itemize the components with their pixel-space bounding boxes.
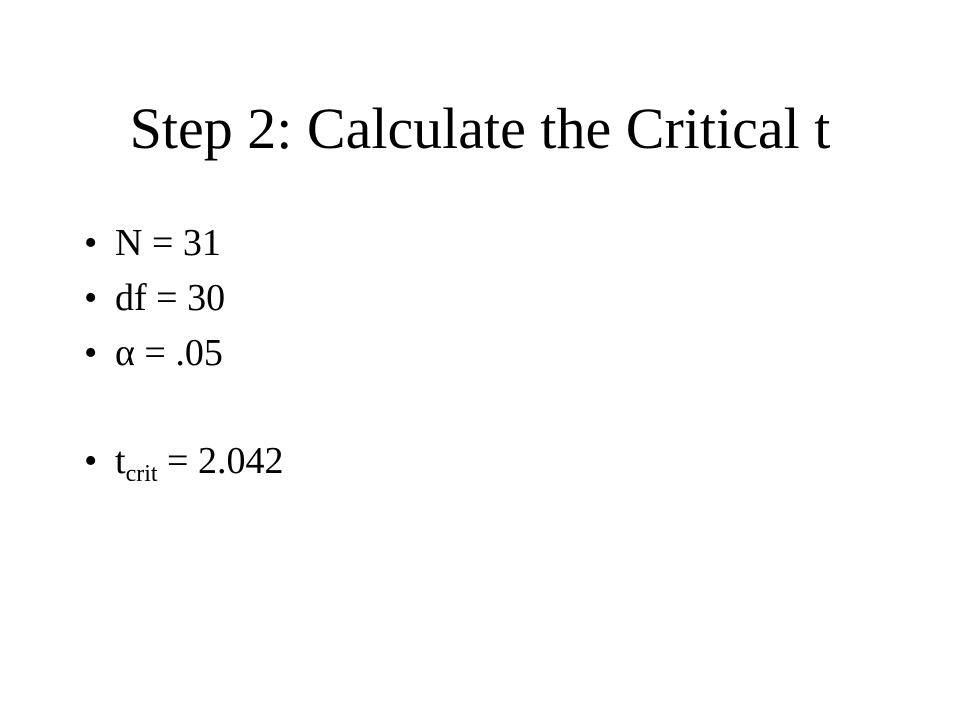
critical-t-symbol: t (115, 440, 126, 482)
bullet-icon: • (84, 277, 98, 319)
critical-t-value: = 2.042 (157, 440, 284, 482)
bullet-icon: • (84, 440, 98, 482)
bullet-list (84, 216, 884, 489)
bullet-item-degrees-of-freedom (84, 271, 884, 326)
bullet-icon: • (84, 222, 98, 264)
bullet-icon: • (84, 332, 98, 374)
degrees-of-freedom-text: df = 30 (115, 277, 226, 319)
bullet-item-alpha (84, 326, 884, 381)
bullet-item-critical-t (84, 434, 884, 489)
critical-t-subscript: crit (125, 461, 158, 487)
slide-title: Step 2: Calculate the Critical t (129, 96, 831, 161)
critical-t-text (115, 434, 283, 489)
alpha-text: α = .05 (115, 332, 223, 374)
sample-size-text: N = 31 (115, 222, 221, 264)
bullet-item-sample-size (84, 216, 884, 271)
